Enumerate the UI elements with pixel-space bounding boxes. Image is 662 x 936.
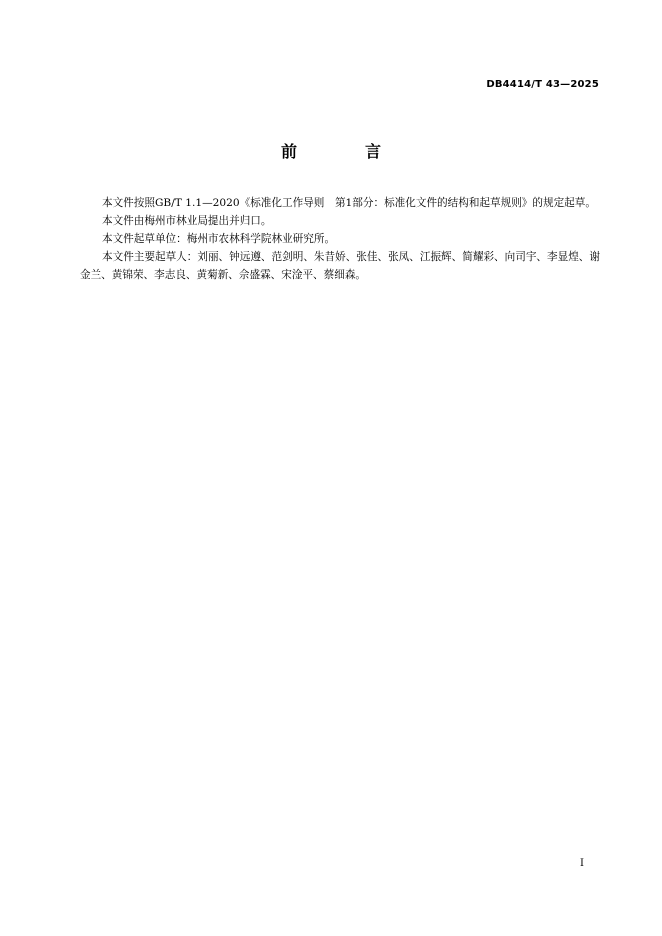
standard-number: DB4414/T 43—2025 <box>486 79 599 90</box>
page-number: I <box>580 858 584 869</box>
paragraph-drafting-rules: 本文件按照GB/T 1.1—2020《标准化工作导则 第1部分：标准化文件的结构和起草规则》的规定起草。 <box>102 197 596 209</box>
foreword-body <box>80 194 600 284</box>
paragraph-drafting-unit: 本文件起草单位：梅州市农林科学院林业研究所。 <box>102 233 336 245</box>
paragraph-drafters: 本文件主要起草人：刘丽、钟远遵、范剑明、朱昔娇、张佳、张凤、江振辉、简耀彩、向司宇、李显煌、谢金兰、黄锦荣、李志良、黄菊新、佘盛霖、宋淦平、蔡细森。 <box>80 251 600 281</box>
page-title: 前 言 <box>280 142 407 161</box>
paragraph-proposer: 本文件由梅州市林业局提出并归口。 <box>102 215 272 227</box>
